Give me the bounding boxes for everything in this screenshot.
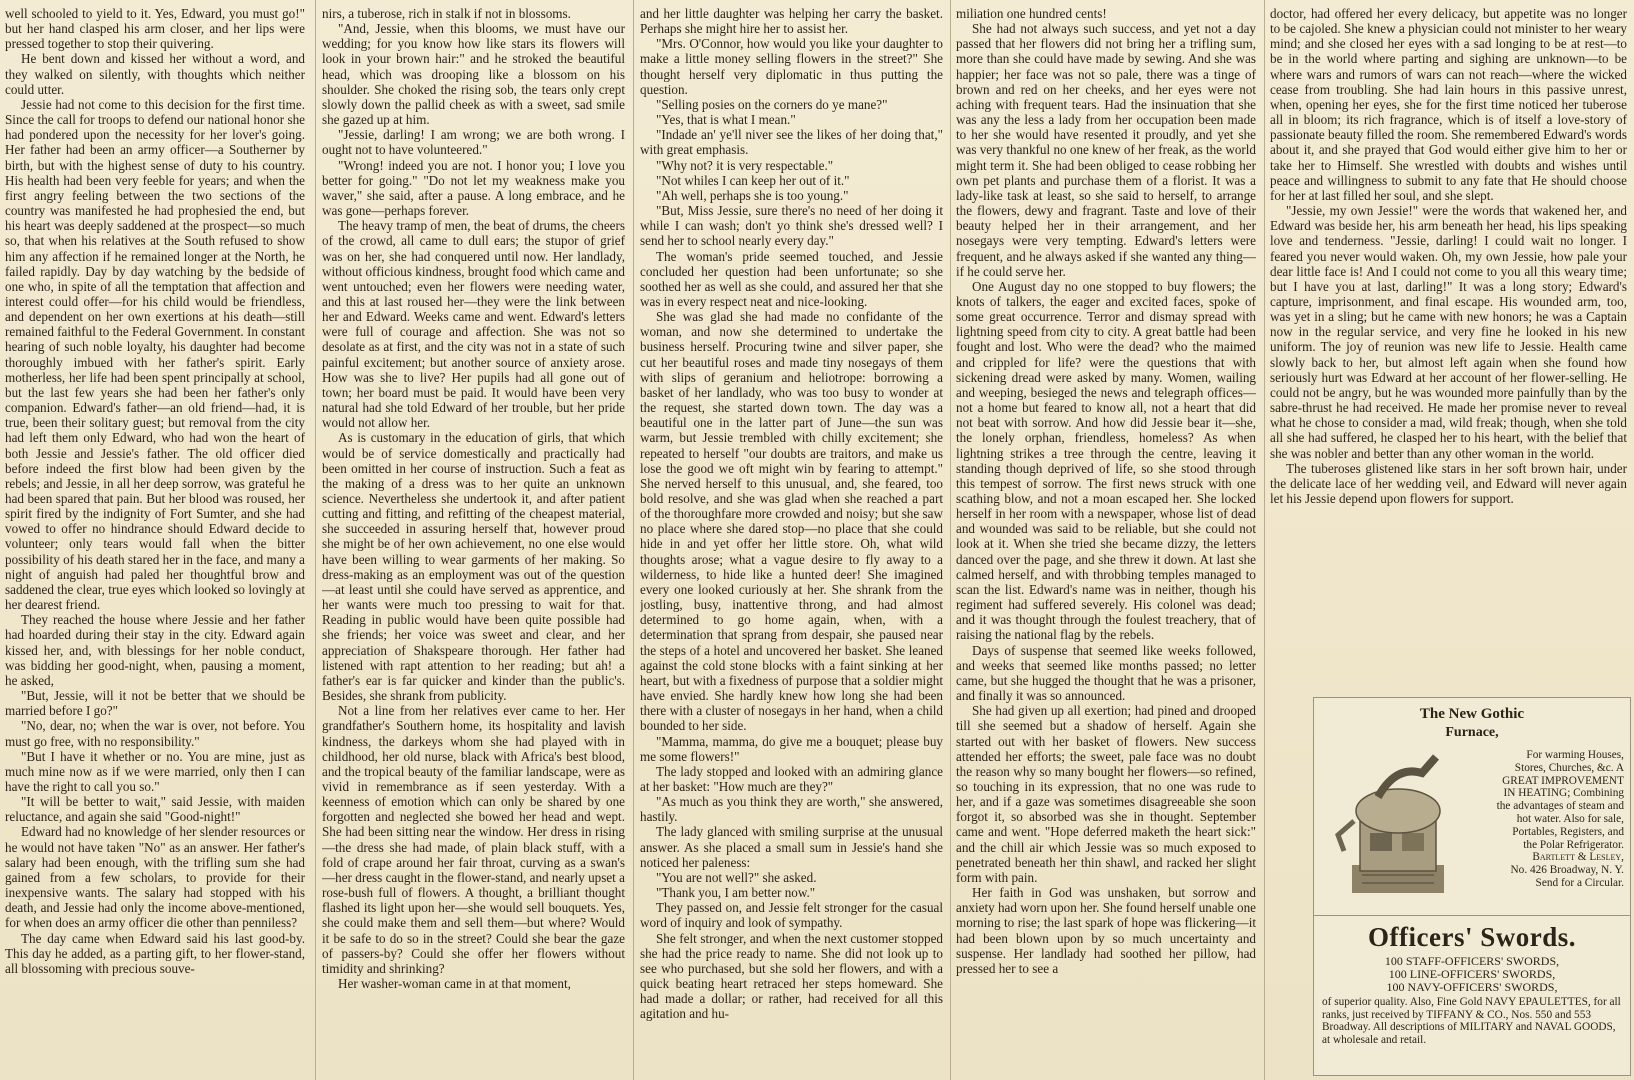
article-paragraph: "As much as you think they are worth," she answered, hastily. [640, 794, 943, 825]
article-paragraph: "Mrs. O'Connor, how would you like your daughter to make a little money selling flowers in the street?" She thought herself very diplomatic in thus putting the question. [640, 36, 943, 97]
article-paragraph: "Ah well, perhaps she is too young." [656, 187, 849, 203]
swords-ad-body: of superior quality. Also, Fine Gold NAVY EPAULETTES, for all ranks, just received by TIFFANY & CO., Nos. 550 and 553 Broadway. All descriptions of MILITARY and NAVAL GOODS, at wholesale and retail. [1322, 996, 1621, 1046]
article-paragraph: One August day no one stopped to buy flowers; the knots of talkers, the eager and excited faces, spoke of some great occurrence. Terror and dismay spread with lightning speed from city to city. A great battle had been fought and lost. Who were the dead? who the maimed and crippled for life? were the questions that with sickening dread were asked by many. Women, wailing and weeping, besieged the news and telegraph offices—not a home but feared to know all, not a heart that did not beat with sorrow. And how did Jessie bear it—she, the lonely orphan, friendless, homeless? As when lightning strikes a tree through the centre, leaving it standing though deprived of life, so she stood through this tempest of sorrow. The first news struck with one scathing blow, and not a moan escaped her. She locked herself in her room with a newspaper, whose list of dead and wounded was said to be reliable, but she could not look at it. When she tried she became dizzy, the letters danced over the page, and she threw it down. At last she calmed herself, and with throbbing temples managed to scan the list. Edward's name was in neither, though his regiment had suffered severely. His colonel was dead; and it was thought through the foulest treachery, that of raising the national flag by the rebels. [956, 278, 1256, 643]
article-paragraph: "But I have it whether or no. You are mine, just as much mine now as if we were married, only then I can have the right to call you so." [5, 748, 305, 794]
article-paragraph: She was glad she had made no confidante of the woman, and now she determined to undertake the business herself. Procuring twine and silver paper, she cut her beautiful roses and made tiny nosegays of them with slips of geranium and heliotrope: borrowing a basket of her landlady, who was too busy to wonder at the request, she started down town. The day was a beautiful one in the latter part of June—the sun was warm, but Jessie trembled with chilly excitement; she repeated to herself "our doubts are traitors, and make us lose the good we oft might win by fearing to attempt." She nerved herself to this unusual, and, she feared, too bold resolve, and she was glad when she reached a part of the thoroughfare more crowded and noisy; but she saw no place where she dared stop—no place that she could hide in and yet offer her little store. Oh, what wild thoughts arose; what a vague desire to fly away to a wilderness, to hide like a hunted deer! She imagined every one looked curiously at her. She shrank from the jostling, busy, inattentive throng, and had almost determined to go home again, when, with a determination that sprang from despair, she paused near the steps of a hotel and uncovered her basket. She leaned against the cold stone blocks with a faint sinking at her heart, but with a fixedness of purpose that a soldier might have envied. She hardly knew how long she had been there with a cluster of nosegays in her hand, when a child bounded to her side. [640, 309, 943, 734]
article-paragraph: Her washer-woman came in at that moment, [338, 976, 571, 991]
article-paragraph: The tuberoses glistened like stars in her soft brown hair, under the delicate lace of her wedding veil, and Edward will never again let his Jessie depend upon flowers for support. [1270, 460, 1627, 506]
furnace-line: Portables, Registers, and [1512, 825, 1624, 838]
article-paragraph: The lady stopped and looked with an admiring glance at her basket: "How much are they?" [640, 763, 943, 794]
advertisements-box [1313, 697, 1631, 1076]
swords-ad-list [1314, 955, 1630, 994]
article-paragraph: Days of suspense that seemed like weeks followed, and weeks that seemed like months passed; no letter came, but she hugged the thought that he was a prisoner, and finally it was so announced. [956, 642, 1256, 704]
furnace-line: Bartlett & Lesley, [1532, 851, 1624, 864]
article-paragraph: and her little daughter was helping her carry the basket. Perhaps she might hire her to assist her. [640, 6, 943, 37]
article-column-4 [956, 6, 1256, 1076]
article-paragraph: He bent down and kissed her without a word, and they walked on silently, with thoughts which neither could utter. [5, 51, 305, 97]
article-paragraph: The heavy tramp of men, the beat of drums, the cheers of the crowd, all came to dull ears; the stupor of grief was on her, she had conquered until now. Her landlady, without officious kindness, brought food which came and went untouched; even her flowers were needing water, and this at last roused her—they were the link between her and Edward. Weeks came and went. Edward's letters were full of courage and affection. She was not so desolate as at first, and the city was not in a state of such painful excitement; but another source of anxiety arose. How was she to live? Her pupils had all gone out of town; her board must be paid. It would have been very natural had she told Edward of her trouble, but her pride would not allow her. [322, 218, 625, 431]
furnace-ad [1314, 747, 1630, 907]
article-paragraph: She felt stronger, and when the next customer stopped she had the price ready to name. She did not look up to see who purchased, but she sold her flowers, and with a quick beating heart retraced her steps homeward. She had made a dollar; or rather, had received for all this agitation and hu- [640, 930, 943, 1022]
article-paragraph: They reached the house where Jessie and her father had hoarded during their stay in the city. Edward again kissed her, and, with blessings for her noble conduct, was bidding her good-night, when, pausing a moment, he asked, [5, 612, 305, 688]
furnace-line: IN HEATING; Combining [1503, 787, 1624, 800]
article-paragraph: "It will be better to wait," said Jessie, with maiden reluctance, and again she said "Good-night!" [5, 794, 305, 825]
article-paragraph: well schooled to yield to it. Yes, Edward, you must go!" but her hand clasped his arm closer, and her lips were pressed together to stop their quivering. [5, 6, 305, 52]
furnace-line: hot water. Also for sale, [1516, 812, 1624, 825]
article-paragraph: "No, dear, no; when the war is over, not before. You must go free, with no responsibility." [5, 718, 305, 749]
article-paragraph: She had given up all exertion; had pined and drooped till she seemed but a shadow of herself. Again she started out with her basket of flowers. New success attended her efforts; the sweet, pale face was no doubt the reason why so many bought her flowers—so refined, so touching in its expression, that no one was rude to her, and if a gaze was sometimes disagreeable she soon forgot it, so absorbed was she in thought. September came and went. "Hope deferred maketh the heart sick:" and the chill air which Jessie was so much exposed to penetrated beneath her thin shawl, and racked her slight form with pain. [956, 703, 1256, 885]
article-column-5 [1270, 6, 1627, 692]
swords-list-item: 100 STAFF-OFFICERS' SWORDS, [1384, 954, 1560, 968]
article-paragraph: "And, Jessie, when this blooms, we must have our wedding; for you know how like stars its flowers will look in your brown hair:" and he stroked the beautiful head, which was drooping like a blossom on his shoulder. She choked the rising sob, the tears only crept slowly down the pallid cheek as with a sweet, sad smile she gazed up at him. [322, 21, 625, 128]
furnace-line: Stores, Churches, &c. A [1514, 761, 1624, 774]
article-paragraph: "Not whiles I can keep her out of it." [656, 172, 850, 188]
article-paragraph: "But, Jessie, will it not be better that we should be married before I go?" [5, 688, 305, 719]
article-column-1 [5, 6, 305, 1076]
ad-divider [1314, 915, 1630, 916]
article-paragraph: doctor, had offered her every delicacy, but appetite was no longer to be cajoled. She knew a physician could not minister to her weary mind; and she closed her eyes with a sad longing to be at rest—to be in the world where parting and sighing are unknown—to be where wars and rumors of wars can not reach—where the wicked cease from troubling. She had lain hours in this passive unrest, when, opening her eyes, she for the first time noticed her tuberose all in bloom; its rich fragrance, which is of itself a love-story of passionate beauty filled the room. She remembered Edward's words about it, and she prayed that God would either give him to her or take her to Himself. She wrestled with doubts and wishes until peace and willingness to submit to any fate that He should choose for her at last filled her soul, and she slept. [1270, 6, 1627, 203]
swords-list-item: 100 LINE-OFFICERS' SWORDS, [1388, 967, 1556, 981]
article-paragraph: Not a line from her relatives ever came to her. Her grandfather's Southern home, its hospitality and lavish kindness, the darkeys whom she had played with in childhood, her old nurse, black with Africa's best blood, and the tropical beauty of the familiar landscape, were as vivid in remembrance as if seen yesterday. With a keenness of emotion which can only be shared by one forgotten and neglected she bowed her head and wept. She had been sitting near the window. Her dress in rising—the dress she had made, of plain black stuff, with a fold of crape around her fair throat, curving as a swan's—her dress caught in the flower-stand, and nearly upset a rose-bush full of flowers. A thought, a brilliant thought flashed its light upon her—she would sell bouquets. Yes, she could make them and sell them—but where? Would it be safe to do so in the street? Could she bear the gaze of passers-by? Could she offer her flowers without timidity and shrinking? [322, 703, 625, 976]
furnace-ad-body [1474, 749, 1624, 890]
column-rule [950, 0, 951, 1080]
article-paragraph: The woman's pride seemed touched, and Jessie concluded her question had been unfortunate; so she soothed her as well as she could, and assured her that she was in every respect neat and nice-looking. [640, 248, 943, 309]
article-paragraph: "Mamma, mamma, do give me a bouquet; please buy me some flowers!" [640, 733, 943, 764]
article-paragraph: "You are not well?" she asked. [656, 869, 817, 885]
furnace-line: GREAT IMPROVEMENT [1502, 774, 1624, 787]
article-paragraph: "Why not? it is very respectable." [656, 157, 834, 173]
article-paragraph: The day came when Edward said his last good-by. This day he added, as a parting gift, to her flower-stand, all blossoming with precious souve- [5, 930, 305, 976]
article-column-2 [322, 6, 625, 1076]
article-paragraph: "Yes, that is what I mean." [656, 112, 796, 128]
article-paragraph: Jessie had not come to this decision for the first time. Since the call for troops to defend our national honor she had pondered upon the necessity for her lover's going. Her father had been an army officer—a Southerner by birth, but with the highest sense of duty to his country. His health had been very feeble for years; and when the first angry feeling between the two sections of the country was manifested he had prophesied the end, but his heart was deeply saddened at the prospect—so much so, that when his relatives at the South refused to show him any affection if he remained longer at the North, he failed rapidly. Day by day watching by the bedside of one who, in spite of all the temptation that affection and interest could offer—for his child would be friendless, and dependent on her own exertions at his death—still remained faithful to the Federal Government. In constant hearing of such noble loyalty, his daughter had become thoroughly imbued with her father's spirit. Early motherless, her life had been spent principally at school, but the last few years she had been her father's only companion. Edward's father—an old friend—had, it is true, been their solitary guest; but removal from the city had left them only Edward, who had won the heart of both Jessie and Jessie's father. The old officer died before indeed the first blow had been given by the rebels; and Jessie, in all her deep sorrow, was grateful he had been spared that pain. But her blood was roused, her spirit fired by the indignity of Fort Sumter, and she had vowed to offer no hindrance should Edward decide to volunteer; only tears would fall when the bitter possibility of his death stared her in the face, and many a night of anguish had paled her thoughtful brow and saddened the clear, true eyes which looked so lovingly at her dearest friend. [5, 96, 305, 613]
swords-ad-title: Officers' Swords. [1368, 922, 1576, 952]
article-column-3 [640, 6, 943, 1076]
column-rule [633, 0, 634, 1080]
article-paragraph: They passed on, and Jessie felt stronger for the casual word of inquiry and look of sympathy. [640, 900, 943, 931]
furnace-line: For warming Houses, [1526, 749, 1624, 761]
article-paragraph: She had not always such success, and yet not a day passed that her flowers did not bring her a trifling sum, more than she could have made by sewing. And she was happier; her face was not so pale, there was a tinge of brown and red on her cheeks, and her eyes were not aching with frequent tears. Had the insinuation that she was any the less a lady from her occupation been made to her she would have resented it proudly, and yet she was very thankful no one knew of her freak, as the world might term it. She had been obliged to cease robbing her own pet plants and purchase them of a florist. It was a lady-like task at least, so she said to herself, to arrange the flowers, dewy and fragrant. Taste and love of their beauty helped her in their arrangement, and her nosegays were very tempting. Edward's letters were frequent, and he always asked if she wanted any thing—if he could serve her. [956, 21, 1256, 279]
article-paragraph: "Selling posies on the corners do ye mane?" [656, 96, 888, 112]
article-paragraph: Her faith in God was unshaken, but sorrow and anxiety had worn upon her. She found herself unable one morning to rise; the last spark of hope was flickering—it had been blown upon by so much uncertainty and suspense. Her landlady had soothed her pillow, had pressed her to see a [956, 885, 1256, 976]
article-paragraph: As is customary in the education of girls, that which would be of service domestically and practically had been omitted in her course of instruction. Such a feat as the making of a dress was to her quite an unknown science. Nevertheless she undertook it, and after patient cutting and fitting, and refitting of the cheapest material, she succeeded in assuring herself that, however proud she might be of her own achievement, no one else would have been willing to wear garments of her making. So dress-making as an employment was out of the question—at least until she could have served as apprentice, and her wants were much too pressing to wait for that. Reading in public would have been quite possible had she friends; her voice was sweet and clear, and her appreciation of Shakspeare thorough. Her father had listened with rapt attention to her reading; but ah! a father's ear is far quicker and kinder than the public's. Besides, she shrank from publicity. [322, 430, 625, 704]
furnace-line: Send for a Circular. [1535, 876, 1624, 889]
article-paragraph: "Thank you, I am better now." [656, 885, 816, 901]
article-paragraph: "Jessie, darling! I am wrong; we are both wrong. I ought not to have volunteered." [322, 127, 625, 158]
article-paragraph: "Indade an' ye'll niver see the likes of her doing that," with great emphasis. [640, 127, 943, 158]
furnace-ad-subtitle: Furnace, [1445, 725, 1499, 740]
furnace-ad-title: The New Gothic [1419, 706, 1525, 722]
column-rule [1264, 0, 1265, 1080]
furnace-line: the advantages of steam and [1496, 800, 1624, 813]
furnace-line: the Polar Refrigerator. [1523, 838, 1624, 851]
furnace-illustration [1326, 747, 1476, 907]
furnace-line: No. 426 Broadway, N. Y. [1510, 864, 1624, 877]
article-paragraph: The lady glanced with smiling surprise at the unusual answer. As she placed a small sum in Jessie's hand she noticed her paleness: [640, 824, 943, 870]
swords-list-item: 100 NAVY-OFFICERS' SWORDS, [1386, 980, 1558, 994]
article-paragraph: "Jessie, my own Jessie!" were the words that wakened her, and Edward was beside her, his arm beneath her head, his lips speaking love and tenderness. "Jessie, darling! I could wait no longer. I feared you never would waken. Oh, my own Jessie, how pale your dear little face is! And I could not come to you all this weary time; but I have you at last, darling!" It was a long story; Edward's capture, imprisonment, and final escape. His wounded arm, too, was yet in a sling; but he came with new honors; he was a Captain now in the regular service, and very fine he looked in his new uniform. The joy of reunion was new life to Jessie. Health came slowly back to her, but almost left again when she found how seriously hurt was Edward at her account of her flower-selling. He could not be angry, but he was wounded more painfully than by the sabre-thrust he had received. He made her promise never to reveal what he chose to consider a mad, wild freak; though, when she told all she had suffered, he clasped her to his heart, with the belief that she was nobler and better than any other woman in the world. [1270, 203, 1627, 461]
article-paragraph: nirs, a tuberose, rich in stalk if not in blossoms. [322, 6, 571, 21]
article-paragraph: Edward had no knowledge of her slender resources or he would not have taken "No" as an answer. Her father's salary had been enough, with the trifling sum she had gained from a few scholars, to provide for their inexpensive wants. The salary had stopped with his death, and Jessie had only the income above-mentioned, for when does an army officer die other than penniless? [5, 824, 305, 931]
article-paragraph: "Wrong! indeed you are not. I honor you; I love you better for going." "Do not let my weakness make you waver," she said, after a pause. A long embrace, and he was gone—perhaps forever. [322, 157, 625, 219]
article-paragraph: "But, Miss Jessie, sure there's no need of her doing it while I can wash; don't yo think she's dressed well? I send her to school nearly every day." [640, 203, 943, 249]
article-paragraph: miliation one hundred cents! [956, 6, 1107, 21]
column-rule [315, 0, 316, 1080]
